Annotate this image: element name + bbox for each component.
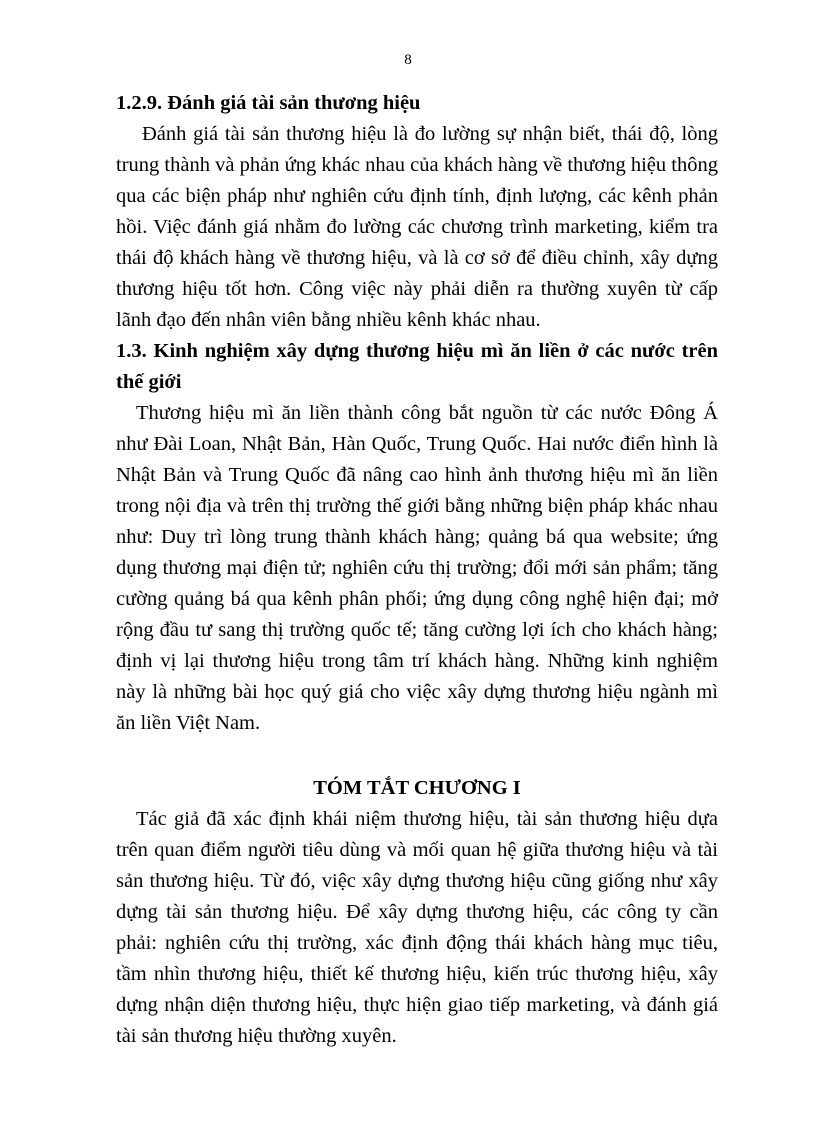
chapter-summary-title: TÓM TẮT CHƯƠNG I — [313, 777, 521, 799]
chapter-summary-paragraph: Tác giả đã xác định khái niệm thương hiệu, tài sản thương hiệu dựa trên quan điểm người tiêu dùng và mối quan hệ giữa thương hiệu và tài sản thương hiệu. Từ đó, việc xây dựng thương hiệu cũng giống như xây dựng tài sản thương hiệu. Để xây dựng thương hiệu, các công ty cần phải: nghiên cứu thị trường, xác định động thái khách hàng mục tiêu, tầm nhìn thương hiệu, thiết kế thương hiệu, kiến trúc thương hiệu, xây dựng nhận diện thương hiệu, thực hiện giao tiếp marketing, và đánh giá tài sản thương hiệu thường xuyên. — [116, 808, 718, 1047]
section-paragraph-1-3: Thương hiệu mì ăn liền thành công bắt nguồn từ các nước Đông Á như Đài Loan, Nhật Bản, Hàn Quốc, Trung Quốc. Hai nước điển hình là Nhật Bản và Trung Quốc đã nâng cao hình ảnh thương hiệu mì ăn liền trong nội địa và trên thị trường thế giới bằng những biện pháp khác nhau như: Duy trì lòng trung thành khách hàng; quảng bá qua website; ứng dụng thương mại điện tử; nghiên cứu thị trường; đổi mới sản phẩm; tăng cường quảng bá qua kênh phân phối; ứng dụng công nghệ hiện đại; mở rộng đầu tư sang thị trường quốc tế; tăng cường lợi ích cho khách hàng; định vị lại thương hiệu trong tâm trí khách hàng. Những kinh nghiệm này là những bài học quý giá cho việc xây dựng thương hiệu ngành mì ăn liền Việt Nam. — [116, 402, 718, 734]
page-number: 8 — [404, 52, 412, 68]
section-heading-1-2-9: 1.2.9. Đánh giá tài sản thương hiệu — [116, 92, 421, 114]
section-paragraph-1-2-9: Đánh giá tài sản thương hiệu là đo lường sự nhận biết, thái độ, lòng trung thành và phản ứng khác nhau của khách hàng về thương hiệu thông qua các biện pháp như nghiên cứu định tính, định lượng, các kênh phản hồi. Việc đánh giá nhằm đo lường các chương trình marketing, kiểm tra thái độ khách hàng về thương hiệu, và là cơ sở để điều chỉnh, xây dựng thương hiệu tốt hơn. Công việc này phải diễn ra thường xuyên từ cấp lãnh đạo đến nhân viên bằng nhiều kênh khác nhau. — [116, 123, 718, 331]
document-body — [116, 88, 718, 1052]
section-heading-1-3: 1.3. Kinh nghiệm xây dựng thương hiệu mì ăn liền ở các nước trên thế giới — [116, 340, 718, 393]
